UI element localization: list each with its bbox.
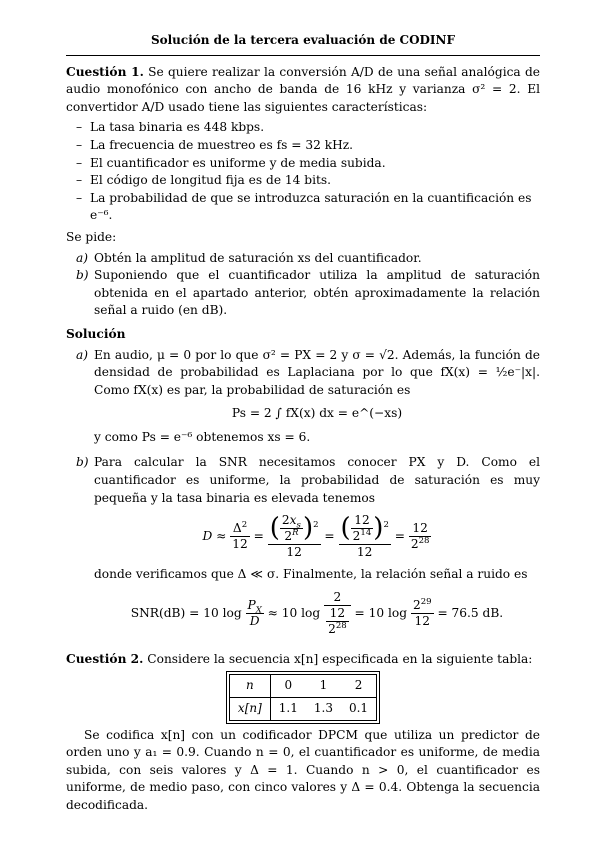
solution-list — [76, 347, 540, 637]
feature-item: – La tasa binaria es 448 kbps. — [90, 119, 540, 137]
solution-a-label: a) — [76, 347, 89, 362]
feature-item: – La frecuencia de muestreo es fs = 32 kHz. — [90, 137, 540, 155]
feature-item: – El cuantificador es uniforme y de media subida. — [90, 155, 540, 173]
solution-b-after: donde verificamos que Δ ≪ σ. Finalmente, la relación señal a ruido es — [94, 567, 528, 582]
sequence-table — [229, 674, 377, 720]
question-1-intro — [66, 64, 540, 117]
table-cell: 1.3 — [313, 701, 333, 716]
asks-label: Se pide: — [66, 229, 117, 244]
solution-heading: Solución — [66, 326, 126, 341]
table-cell: 1 — [306, 675, 341, 698]
question-2-intro — [66, 651, 540, 669]
snr-result: = 76.5 dB. — [437, 605, 504, 620]
feature-item: – La probabilidad de que se introduzca saturación en la cuantificación es e⁻⁶. — [90, 190, 540, 225]
snr-equation: SNR(dB) = 10 log $\frac{P_X}{D}$ ≈ 10 log $\frac{2}{\frac{12}{2^{28}}}$ = 10 log $\frac{2^{29}}{12}$ = 76.5 dB. — [130, 589, 504, 636]
solution-b-text: Para calcular la SNR necesitamos conocer PX y D. Como el cuantificador es uniforme, la probabilidad de saturación es muy pequeña y la tasa binaria es elevada tenemos — [94, 455, 540, 505]
solution-a-after: y como Ps = e⁻⁶ obtenemos xs = 6. — [94, 429, 311, 444]
feature-list — [76, 119, 540, 225]
question-2-text: Considere la secuencia x[n] especificada en la siguiente tabla: — [147, 651, 533, 666]
table-header-row — [229, 675, 376, 698]
table-cell: n — [229, 675, 270, 698]
page — [66, 32, 540, 815]
feature-item: – El código de longitud fija es de 14 bits. — [90, 172, 540, 190]
asks-list — [76, 250, 540, 320]
question-2-body: Se codifica x[n] con un codificador DPCM que utiliza un predictor de orden uno y a₁ = 0.9. Cuando n = 0, el cuantificador es uniforme, de media subida, con seis valores y Δ = 1. Cuando n > 0, el cuantificador es uniforme, de medio paso, con cinco valores y Δ = 0.4. Obtenga la secuencia decodificada. — [66, 727, 540, 812]
question-2-label: Cuestión 2. — [66, 651, 144, 666]
solution-b — [76, 454, 540, 636]
table-cell: x[n] — [229, 698, 270, 721]
table-cell: 0.1 — [348, 701, 369, 716]
ask-item — [76, 250, 540, 268]
distortion-equation: D ≈ $\frac{\Delta^2}{12}$ = ( $\frac{2x_s}{2^R}$ )$^2$ 12 = ( $\frac{12}{2^{14}}$ )$^2$ 12 = $\frac{12}{2^{28}}$ — [202, 513, 430, 560]
ask-item-label: a) — [76, 250, 89, 265]
table-row — [229, 698, 376, 721]
ask-item-text: Suponiendo que el cuantificador utiliza la amplitud de saturación obtenida en el apartado anterior, obtén aproximadamente la relación señal a ruido (en dB). — [94, 268, 540, 318]
question-1-label: Cuestión 1. — [66, 64, 144, 79]
saturation-equation-text: Ps = 2 ∫ fX(x) dx = e^(−xs) — [231, 406, 403, 421]
ask-item-label: b) — [76, 268, 89, 283]
solution-a-text: En audio, μ = 0 por lo que σ² = PX = 2 y σ = √2. Además, la función de densidad de probabilidad es Laplaciana por lo que fX(x) = ½e⁻|x|. Como fX(x) es par, la probabilidad de saturación es — [94, 347, 540, 397]
table-cell: 2 — [341, 675, 377, 698]
saturation-equation — [94, 405, 540, 423]
page-title: Solución de la tercera evaluación de CODINF — [66, 32, 540, 56]
table-cell: 0 — [270, 675, 306, 698]
ask-item-text: Obtén la amplitud de saturación xs del cuantificador. — [94, 250, 422, 265]
question-1-text: Se quiere realizar la conversión A/D de una señal analógica de audio monofónico con ancho de banda de 16 kHz y varianza σ² = 2. El convertidor A/D usado tiene las siguientes características: — [66, 64, 540, 114]
solution-a — [76, 347, 540, 447]
solution-b-label: b) — [76, 455, 89, 470]
table-cell: 1.1 — [278, 701, 298, 716]
ask-item — [76, 267, 540, 320]
